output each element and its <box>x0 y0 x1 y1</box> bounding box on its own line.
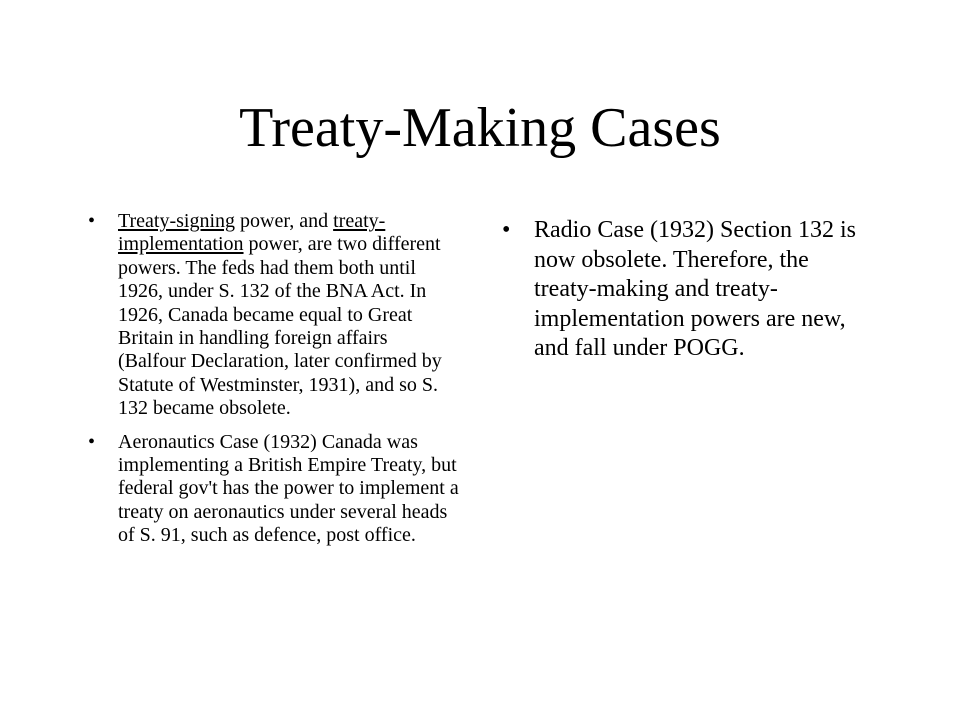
bullet-text: Aeronautics Case (1932) Canada was implementing a British Empire Treaty, but federal gov't has the power to implement a treaty on aeronautics under several heads of S. 91, such as defence, post office. <box>118 430 459 547</box>
bullet-text: Radio Case (1932) Section 132 is now obsolete. Therefore, the treaty-making and treaty-implementation powers are new, and fall under POGG. <box>534 217 856 362</box>
bullet-text: power, are two different powers. The feds had them both until 1926, under S. 132 of the BNA Act. In 1926, Canada became equal to Great Britain in handling foreign affairs (Balfour Declaration, later confirmed by Statute of Westminster, 1931), and so S. 132 became obsolete. <box>118 233 442 420</box>
slide-title: Treaty-Making Cases <box>239 97 721 159</box>
bullet-text: power, and <box>235 210 334 232</box>
bullet-item-radio-case <box>502 216 862 364</box>
treaty-implementation-link-part1[interactable]: treaty- <box>333 210 386 232</box>
bullet-item-aeronautics-case <box>88 431 460 548</box>
bullet-item-treaty-powers <box>88 210 460 421</box>
left-bullet-list <box>88 210 460 558</box>
bullet-icon: • <box>88 430 96 453</box>
right-bullet-list <box>502 216 862 374</box>
bullet-icon: • <box>88 210 96 232</box>
treaty-signing-link[interactable]: Treaty-signing <box>118 210 236 232</box>
bullet-icon: • <box>502 217 511 243</box>
treaty-implementation-link-part2[interactable]: implementation <box>118 233 244 256</box>
